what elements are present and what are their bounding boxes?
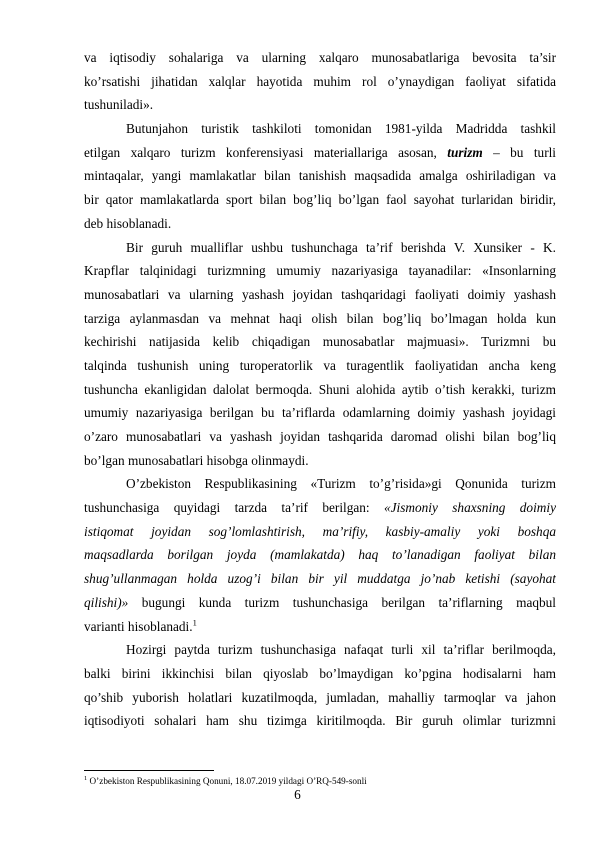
footnote-reference: 1 — [192, 617, 197, 628]
paragraph — [84, 236, 556, 473]
paragraph — [84, 117, 556, 235]
text-run: iqtisodiyoti sohalari ham shu tizimga kiritilmoqda. Bir guruh olimlar turizmni — [84, 713, 556, 729]
paragraph — [84, 638, 556, 733]
text-line — [84, 709, 556, 733]
quoted-definition: maqsadlarda borilgan joyda (mamlakatda) haq to’lanadigan faoliyat bilan — [84, 547, 556, 563]
text-run: Butunjahon turistik tashkiloti tomonidan 1981-yilda Madridda tashkil — [126, 121, 556, 137]
text-run: talqinda tushunish uning turoperatorlik va turagentlik faoliyatidan ancha keng — [84, 357, 556, 373]
text-run: etilgan xalqaro turizm konferensiyasi materiallariga asosan, — [84, 144, 448, 160]
text-run: va iqtisodiy sohalariga va ularning xalqaro munosabatlariga bevosita ta’sir — [84, 50, 556, 65]
text-run: munosabatlari va ularning yashash joyidan tashqaridagi faoliyati doimiy yashash — [84, 286, 556, 302]
text-line — [84, 543, 556, 567]
text-line — [84, 591, 556, 615]
quoted-definition: «Jismoniy shaxsning doimiy — [383, 500, 556, 516]
text-line — [84, 425, 556, 449]
text-line — [84, 46, 556, 70]
text-line — [84, 449, 556, 473]
text-run: O’zbekiston Respublikasining «Turizm to’g’risida»gi Qonunida turizm — [126, 476, 556, 492]
text-line — [84, 70, 556, 94]
text-line — [84, 307, 556, 331]
text-run: Bir guruh mualliflar ushbu tushunchaga ta’rif berishda V. Xunsiker - K. — [126, 239, 556, 255]
text-run: bir qator mamlakatlarda sport bilan bog’liq bo’lgan faol sayohat turlaridan biridir, — [84, 192, 556, 208]
quoted-definition: qilishi)» — [84, 594, 129, 610]
text-line — [84, 378, 556, 402]
text-run: qo’shib yuborish holatlari kuzatilmoqda, jumladan, mahalliy tarmoqlar va jahon — [84, 689, 556, 705]
text-line — [84, 117, 556, 141]
text-run: tushuncha ekanligidan dalolat bermoqda. Shuni alohida aytib o’tish kerakki, turizm — [84, 381, 556, 397]
text-run: tushuniladi». — [84, 97, 154, 113]
text-run: Krapflar talqinidagi turizmning umumiy nazariyasiga tayanadilar: «Insonlarning — [84, 263, 556, 279]
emphasized-term: turizm — [447, 144, 483, 160]
text-line — [84, 401, 556, 425]
text-line — [84, 164, 556, 188]
text-line — [84, 283, 556, 307]
text-run: bugungi kunda turizm tushunchasiga berilgan ta’riflarning maqbul — [128, 594, 556, 610]
text-run: tarziga aylanmasdan va mehnat haqi olish bilan bog’liq bo’lmagan holda kun — [84, 310, 556, 326]
footnote — [84, 773, 367, 787]
text-line — [84, 662, 556, 686]
footnote-marker: 1 — [84, 775, 88, 782]
text-run: Hozirgi paytda turizm tushunchasiga nafaqat turli xil ta’riflar berilmoqda, — [126, 642, 556, 658]
text-run: varianti hisoblanadi. — [84, 618, 193, 634]
text-run: kechirishi natijasida kelib chiqadigan munosabatlar majmuasi». Turizmni bu — [84, 334, 556, 350]
paragraph — [84, 46, 556, 117]
text-run: umumiy nazariyasiga berilgan bu ta’riflarda odamlarning doimiy yashash joyidagi — [84, 405, 556, 421]
page-number: 6 — [294, 787, 301, 802]
text-line — [84, 93, 556, 117]
text-run: tushunchasiga quyidagi tarzda ta’rif berilgan: — [84, 500, 384, 516]
text-run: o’zaro munosabatlari va yashash joyidan tashqarida daromad olishi bilan bog’liq — [84, 429, 556, 444]
paragraph — [84, 472, 556, 638]
text-run: deb hisoblanadi. — [84, 215, 172, 231]
text-line — [84, 259, 556, 283]
text-line — [84, 472, 556, 496]
text-run: mintaqalar, yangi mamlakatlar bilan tanishish maqsadida amalga oshiriladigan va — [84, 168, 556, 184]
text-line — [84, 615, 556, 639]
body-text — [84, 46, 556, 733]
quoted-definition: istiqomat joyidan sog’lomlashtirish, ma’rifiy, kasbiy-amaliy yoki boshqa — [84, 523, 556, 539]
text-run: – bu turli — [482, 144, 556, 160]
text-run: ko’rsatishi jihatidan xalqlar hayotida muhim rol o’ynaydigan faoliyat sifatida — [84, 73, 556, 89]
text-line — [84, 212, 556, 236]
text-line — [84, 567, 556, 591]
text-line — [84, 496, 556, 520]
text-line — [84, 236, 556, 260]
text-run: balki birini ikkinchisi bilan qiyoslab bo’lmaydigan ko’pgina hodisalarni ham — [84, 665, 556, 681]
text-line — [84, 354, 556, 378]
quoted-definition: shug’ullanmagan holda uzog’i bilan bir yil muddatga jo’nab ketishi (sayohat — [84, 571, 556, 587]
text-run: bo’lgan munosabatlari hisobga olinmaydi. — [84, 452, 309, 468]
text-line — [84, 638, 556, 662]
text-line — [84, 520, 556, 544]
text-line — [84, 686, 556, 710]
footnote-text: O’zbekiston Respublikasining Qonuni, 18.07.2019 yildagi O’RQ-549-sonli — [87, 776, 367, 787]
text-line — [84, 330, 556, 354]
text-line — [84, 141, 556, 165]
text-line — [84, 188, 556, 212]
footnote-divider — [84, 770, 214, 771]
